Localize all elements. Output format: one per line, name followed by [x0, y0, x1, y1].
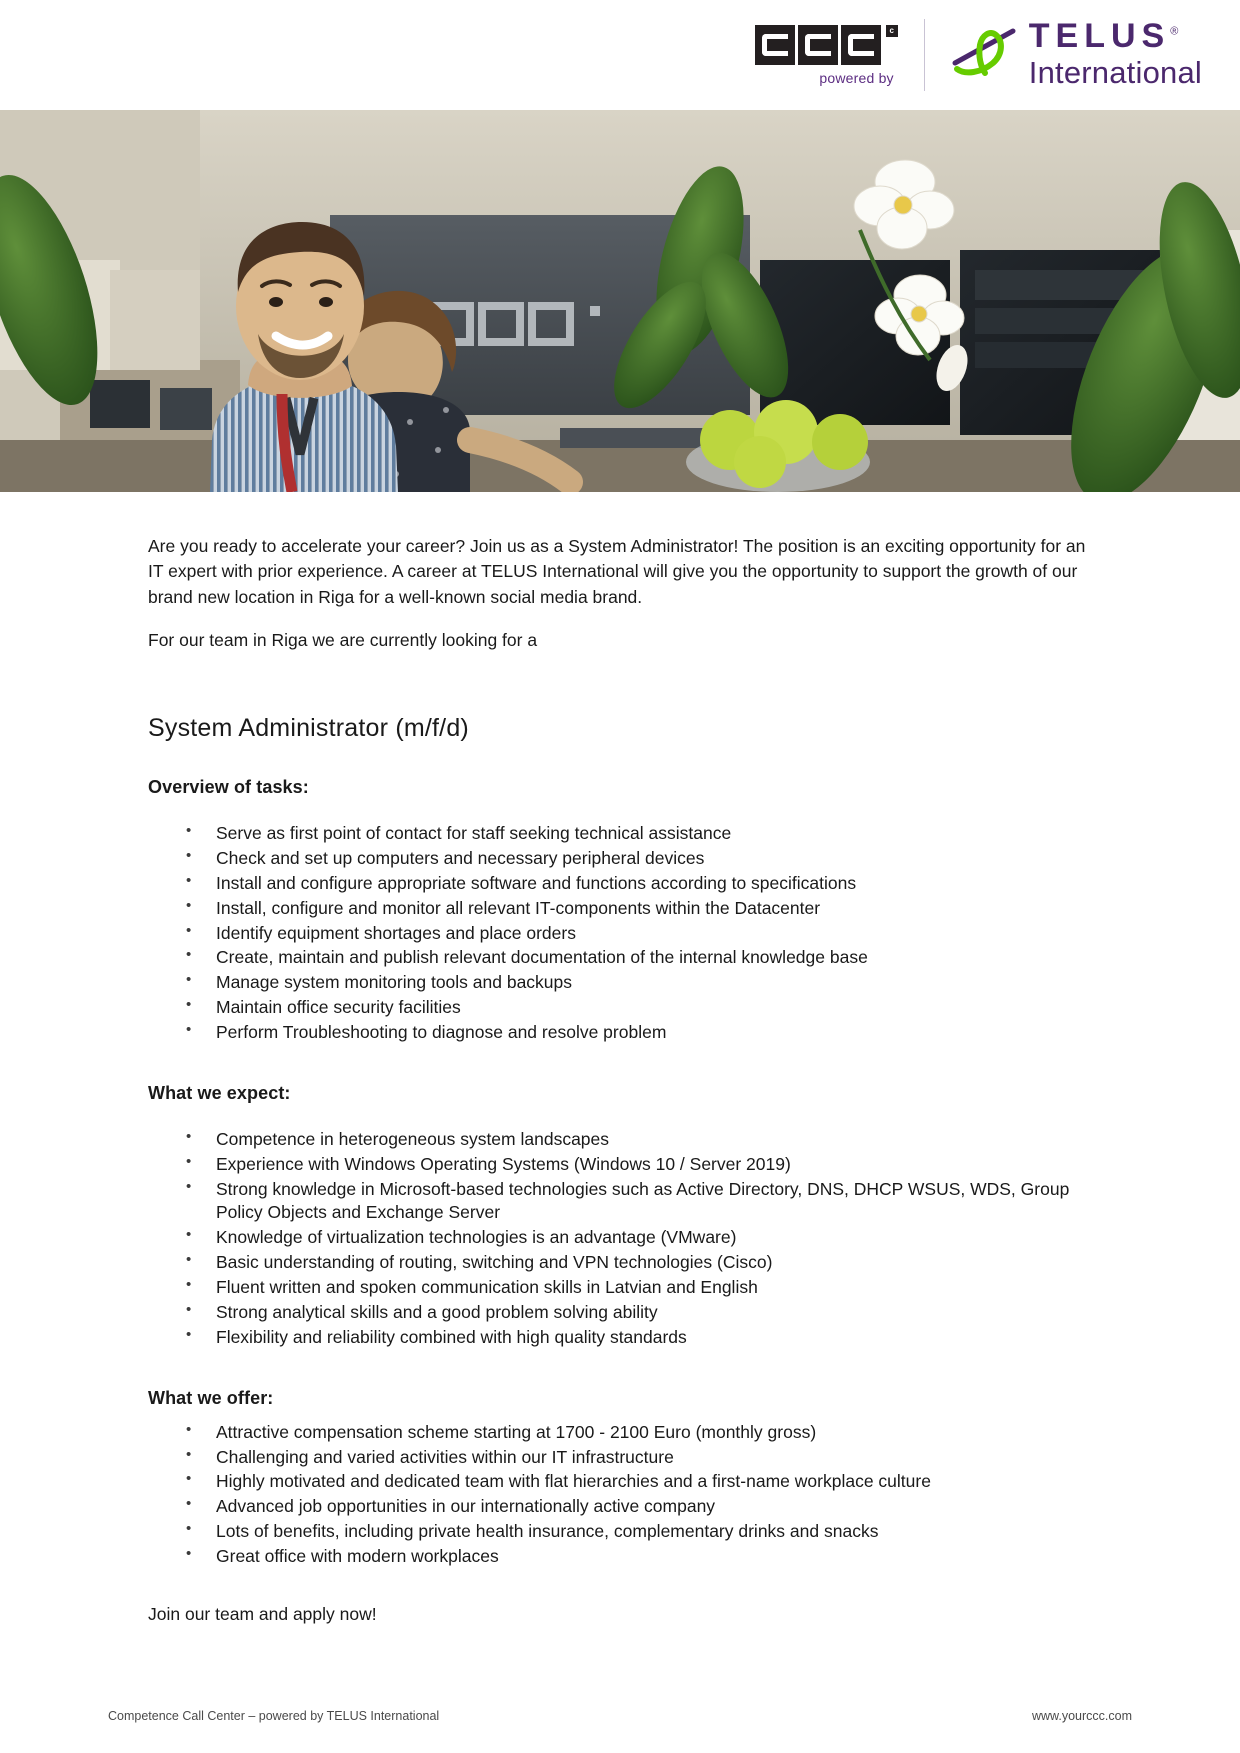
tasks-heading: Overview of tasks: — [148, 776, 309, 797]
job-posting-content — [0, 492, 1240, 1628]
list-item: • Check and set up computers and necessary peripheral devices — [148, 847, 1092, 870]
list-item: • Highly motivated and dedicated team with flat hierarchies and a first-name workplace culture — [148, 1470, 1092, 1493]
offers-heading: What we offer: — [148, 1387, 274, 1408]
intro-paragraph: Are you ready to accelerate your career? Join us as a System Administrator! The position is an exciting opportunity for an IT expert with prior experience. A career at TELUS International will give you the opportunity to support the growth of our brand new location in Riga for a well-known social media brand. — [148, 536, 1086, 607]
list-item: • Knowledge of virtualization technologies is an advantage (VMware) — [148, 1226, 1092, 1249]
telus-wordmark — [1029, 19, 1202, 91]
ccc-letter-icon — [755, 25, 795, 65]
ccc-registered-icon: c — [886, 25, 898, 37]
ccc-letter-icon — [841, 25, 881, 65]
tasks-list — [148, 822, 1092, 1044]
page-title: System Administrator (m/f/d) — [148, 713, 469, 742]
list-item: • Experience with Windows Operating Systems (Windows 10 / Server 2019) — [148, 1153, 1092, 1176]
list-item: • Challenging and varied activities within our IT infrastructure — [148, 1446, 1092, 1469]
footer-website-label: www.yourccc.com — [1031, 1709, 1132, 1723]
list-item: • Lots of benefits, including private health insurance, complementary drinks and snacks — [148, 1520, 1092, 1543]
list-item: • Great office with modern workplaces — [148, 1545, 1092, 1568]
telus-swoosh-icon — [951, 23, 1017, 87]
list-item: • Strong knowledge in Microsoft-based technologies such as Active Directory, DNS, DHCP WSUS, WDS, Group Policy Objects and Exchange Server — [148, 1178, 1092, 1224]
list-item: • Flexibility and reliability combined with high quality standards — [148, 1326, 1092, 1349]
logo-row — [755, 19, 1202, 91]
page-footer — [0, 1709, 1240, 1723]
list-item: • Serve as first point of contact for staff seeking technical assistance — [148, 822, 1092, 845]
list-item: • Install, configure and monitor all relevant IT-components within the Datacenter — [148, 897, 1092, 920]
list-item: • Maintain office security facilities — [148, 996, 1092, 1019]
telus-word-label: TELUS® — [1028, 17, 1179, 56]
list-item: • Create, maintain and publish relevant documentation of the internal knowledge base — [148, 946, 1092, 969]
list-item: • Attractive compensation scheme starting at 1700 - 2100 Euro (monthly gross) — [148, 1421, 1092, 1444]
list-item: • Advanced job opportunities in our internationally active company — [148, 1495, 1092, 1518]
ccc-logo-marks — [755, 25, 898, 65]
ccc-powered-by-label: powered by — [819, 69, 894, 86]
ccc-logo — [755, 25, 898, 86]
ccc-letter-icon — [798, 25, 838, 65]
list-item: • Strong analytical skills and a good problem solving ability — [148, 1301, 1092, 1324]
list-item: • Install and configure appropriate software and functions according to specifications — [148, 872, 1092, 895]
closing-call-to-action: Join our team and apply now! — [148, 1604, 377, 1625]
logo-divider — [924, 19, 925, 91]
expectations-heading: What we expect: — [148, 1083, 291, 1104]
list-item: • Manage system monitoring tools and backups — [148, 971, 1092, 994]
list-item: • Competence in heterogeneous system landscapes — [148, 1128, 1092, 1151]
list-item: • Perform Troubleshooting to diagnose and resolve problem — [148, 1021, 1092, 1044]
hero-image — [0, 110, 1240, 492]
list-item: • Identify equipment shortages and place orders — [148, 922, 1092, 945]
expectations-list — [148, 1128, 1092, 1348]
telus-logo — [951, 19, 1202, 91]
list-item: • Fluent written and spoken communication skills in Latvian and English — [148, 1276, 1092, 1299]
page-header — [0, 0, 1240, 110]
list-item: • Basic understanding of routing, switching and VPN technologies (Cisco) — [148, 1251, 1092, 1274]
telus-subtitle-label: International — [1028, 55, 1202, 91]
offers-list — [148, 1421, 1092, 1569]
telus-registered-icon: ® — [1170, 25, 1179, 38]
looking-for-paragraph: For our team in Riga we are currently looking for a — [148, 630, 538, 651]
footer-company-label: Competence Call Center – powered by TELUS International — [108, 1709, 440, 1723]
